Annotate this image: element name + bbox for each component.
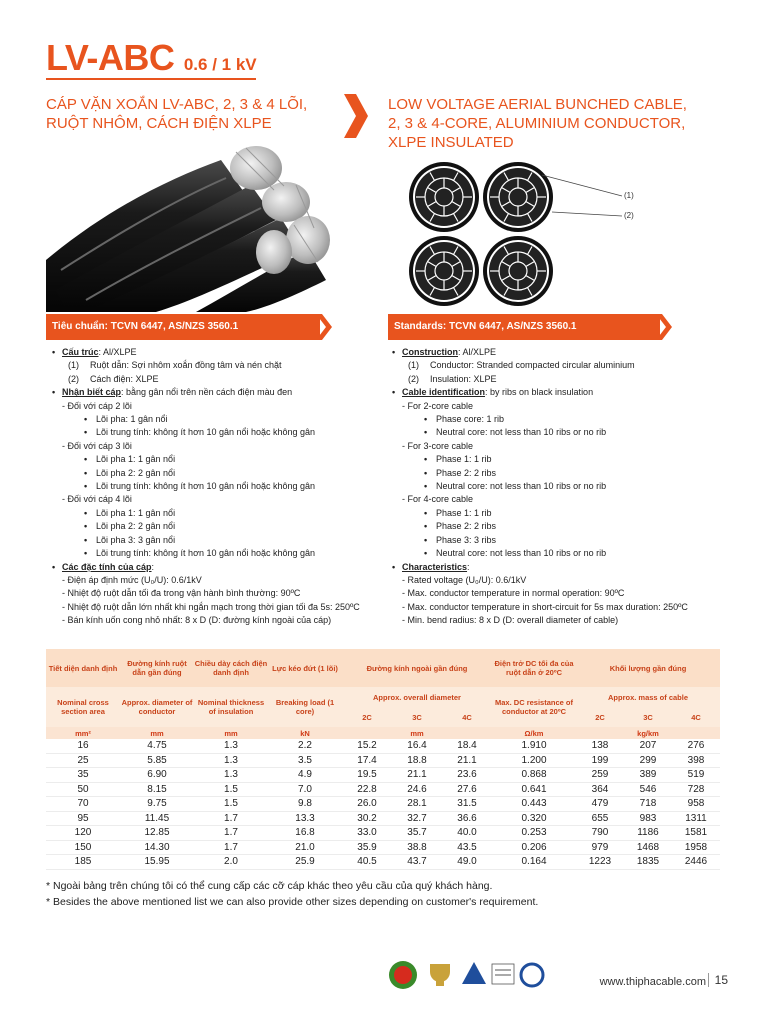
- en-c4-3: Phase 3: 3 ribs: [436, 534, 497, 545]
- th-ms-en: Approx. mass of cable: [576, 687, 720, 707]
- table-cell: 35: [46, 768, 120, 783]
- table-cell: 276: [672, 739, 720, 753]
- en-standard-text: Standards: TCVN 6447, AS/NZS 3560.1: [394, 321, 577, 332]
- th-sub: 2C: [576, 707, 624, 727]
- vn-c3-2: Lõi pha 2: 2 gân nổi: [96, 467, 176, 478]
- vn-c4-3: Lõi pha 3: 3 gân nổi: [96, 534, 176, 545]
- table-cell: 958: [672, 797, 720, 812]
- table-cell: 120: [46, 826, 120, 841]
- th-cs-en: Nominal cross section area: [46, 687, 120, 727]
- en-c2: For 2-core cable: [407, 400, 474, 411]
- table-cell: 1223: [576, 855, 624, 870]
- table-cell: 0.443: [492, 797, 576, 812]
- iso-badge-icon: [462, 962, 486, 984]
- table-cell: 979: [576, 840, 624, 855]
- table-cell: 26.0: [342, 797, 392, 812]
- title-main: LV-ABC: [46, 37, 175, 78]
- en-s2: Insulation: XLPE: [430, 373, 497, 384]
- table-cell: 11.45: [120, 811, 194, 826]
- table-cell: 21.0: [268, 840, 342, 855]
- table-cell: 138: [576, 739, 624, 753]
- table-cell: 35.7: [392, 826, 442, 841]
- chevron-right-icon: [316, 314, 334, 340]
- table-cell: 398: [672, 753, 720, 768]
- th-it-en: Nominal thickness of insulation: [194, 687, 268, 727]
- vn-c2-1: Lõi pha: 1 gân nổi: [96, 414, 168, 425]
- vn-char-value: :: [151, 561, 155, 572]
- table-cell: 1.7: [194, 811, 268, 826]
- vn-c2: Đối với cáp 2 lõi: [67, 400, 132, 411]
- table-cell: 299: [624, 753, 672, 768]
- en-heading-line: 2, 3 & 4-CORE, ALUMINIUM CONDUCTOR,: [388, 115, 686, 132]
- unit-cell: mm: [194, 727, 268, 739]
- en-spec-list: • Construction: Al/XLPE (1) Conductor: Stranded compacted circular aluminium (2) Insulation: XLPE • Cable identification: by ribs on black insulation - For 2-core cable • Phase core: 1 rib • Neutral core: not less than 10 ribs or no rib - For 3-core cable • Phase 1: 1 rib • Phase 2: 2 ribs • Neutral core: not less than 10 ribs or no rib - For 4-core cable • Phase 1: 1 rib • Phase 2: 2 ribs • Phase 3: 3 ribs • Neutral core: not less than 10 ribs or no rib • Characteristics: - Rated voltage (U₀/U): 0.6/1kV - Max. conductor temperature in normal operation: 90ºC - Max. conductor temperature in short-circuit for 5s max duration: 250ºC - Min. bend radius: 8 x D (D: overall diameter of cable): [392, 347, 688, 626]
- website-link[interactable]: www.thiphacable.com: [599, 976, 706, 988]
- table-cell: 655: [576, 811, 624, 826]
- quality-seal-icon: [389, 961, 417, 989]
- table-row: [46, 855, 720, 870]
- table-cell: 40.0: [442, 826, 492, 841]
- en-ch2: Max. conductor temperature in normal operation: 90ºC: [407, 588, 625, 599]
- table-cell: 185: [46, 855, 120, 870]
- table-cell: 43.5: [442, 840, 492, 855]
- table-cell: 36.6: [442, 811, 492, 826]
- table-cell: 16: [46, 739, 120, 753]
- table-cell: 728: [672, 782, 720, 797]
- table-row: [46, 768, 720, 783]
- table-cell: 24.6: [392, 782, 442, 797]
- table-cell: 50: [46, 782, 120, 797]
- table-cell: 1468: [624, 840, 672, 855]
- table-cell: 2446: [672, 855, 720, 870]
- vn-c4-4: Lõi trung tính: không ít hơn 10 gân nổi hoặc không gân: [96, 548, 316, 559]
- table-cell: 389: [624, 768, 672, 783]
- en-heading-line: LOW VOLTAGE AERIAL BUNCHED CABLE,: [388, 96, 687, 113]
- table-row: [46, 753, 720, 768]
- en-ch1: Rated voltage (U₀/U): 0.6/1kV: [407, 574, 527, 585]
- vn-ch3: Nhiệt độ ruột dẫn lớn nhất khi ngắn mạch trong thời gian tối đa 5s: 250ºC: [67, 601, 360, 612]
- table-cell: 12.85: [120, 826, 194, 841]
- title-voltage: 0.6 / 1 kV: [183, 55, 257, 74]
- table-cell: 546: [624, 782, 672, 797]
- table-cell: 30.2: [342, 811, 392, 826]
- vn-c4-2: Lõi pha 2: 2 gân nổi: [96, 521, 176, 532]
- table-cell: 21.1: [442, 753, 492, 768]
- table-cell: 1.5: [194, 782, 268, 797]
- table-cell: 19.5: [342, 768, 392, 783]
- table-cell: 0.253: [492, 826, 576, 841]
- table-cell: 1581: [672, 826, 720, 841]
- en-c3: For 3-core cable: [407, 440, 474, 451]
- title-underline: [46, 78, 256, 80]
- table-cell: 13.3: [268, 811, 342, 826]
- table-cell: 150: [46, 840, 120, 855]
- table-cell: 790: [576, 826, 624, 841]
- th-dc-vn: Điện trở DC tối đa của ruột dẫn ở 20ºC: [492, 649, 576, 687]
- unit-cell: Ω/km: [492, 727, 576, 739]
- table-cell: 22.8: [342, 782, 392, 797]
- th-bl-en: Breaking load (1 core): [268, 687, 342, 727]
- table-cell: 0.641: [492, 782, 576, 797]
- table-cell: 95: [46, 811, 120, 826]
- table-cell: 0.868: [492, 768, 576, 783]
- table-cell: 2.0: [194, 855, 268, 870]
- en-char-value: :: [467, 561, 470, 572]
- table-cell: 18.4: [442, 739, 492, 753]
- vn-ident-value: : bằng gân nổi trên nền cách điện màu đen: [121, 387, 293, 398]
- table-cell: 28.1: [392, 797, 442, 812]
- en-c2-2: Neutral core: not less than 10 ribs or no rib: [436, 427, 607, 438]
- table-cell: 364: [576, 782, 624, 797]
- table-cell: 32.7: [392, 811, 442, 826]
- vn-ch2: Nhiệt độ ruột dẫn tối đa trong vận hành bình thường: 90ºC: [67, 588, 301, 599]
- th-sub: 4C: [672, 707, 720, 727]
- table-cell: 2.2: [268, 739, 342, 753]
- vn-ch4: Bán kính uốn cong nhỏ nhất: 8 x D (D: đường kính ngoài của cáp): [67, 615, 332, 626]
- table-cell: 0.320: [492, 811, 576, 826]
- quacert-icon: [521, 964, 543, 986]
- table-cell: 1958: [672, 840, 720, 855]
- cable-photo: [46, 140, 342, 312]
- vn-standard-text: Tiêu chuẩn: TCVN 6447, AS/NZS 3560.1: [52, 321, 239, 332]
- unit-cell: mm: [342, 727, 492, 739]
- table-cell: 33.0: [342, 826, 392, 841]
- table-cell: 1.3: [194, 753, 268, 768]
- en-heading-line: XLPE INSULATED: [388, 134, 514, 151]
- table-cell: 23.6: [442, 768, 492, 783]
- en-c4: For 4-core cable: [407, 494, 474, 505]
- table-cell: 1311: [672, 811, 720, 826]
- th-sub: 3C: [392, 707, 442, 727]
- table-cell: 8.15: [120, 782, 194, 797]
- vn-char-label: Các đặc tính của cáp: [62, 561, 152, 572]
- vn-standard-bar: [46, 314, 320, 340]
- table-cell: 18.8: [392, 753, 442, 768]
- table-cell: 9.8: [268, 797, 342, 812]
- table-cell: 16.8: [268, 826, 342, 841]
- table-cell: 1186: [624, 826, 672, 841]
- th-cd-en: Approx. diameter of conductor: [120, 687, 194, 727]
- table-cell: 38.8: [392, 840, 442, 855]
- th-it-vn: Chiều dày cách điện danh định: [194, 649, 268, 687]
- table-cell: 519: [672, 768, 720, 783]
- table-cell: 718: [624, 797, 672, 812]
- chevron-right-icon: [656, 314, 674, 340]
- th-sub: 3C: [624, 707, 672, 727]
- page-number: 15: [708, 973, 728, 987]
- table-cell: 207: [624, 739, 672, 753]
- th-sub: 4C: [442, 707, 492, 727]
- table-cell: 479: [576, 797, 624, 812]
- table-cell: 983: [624, 811, 672, 826]
- table-cell: 21.1: [392, 768, 442, 783]
- vn-s2: Cách điện: XLPE: [90, 373, 159, 384]
- table-cell: 27.6: [442, 782, 492, 797]
- table-cell: 0.164: [492, 855, 576, 870]
- table-cell: 3.5: [268, 753, 342, 768]
- note-vn: * Ngoài bảng trên chúng tôi có thể cung cấp các cỡ cáp khác theo yêu cầu của quý khách hàng.: [46, 880, 493, 892]
- en-c3-2: Phase 2: 2 ribs: [436, 467, 497, 478]
- th-dc-en: Max. DC resistance of conductor at 20ºC: [492, 687, 576, 727]
- vn-c3-3: Lõi trung tính: không ít hơn 10 gân nổi hoặc không gân: [96, 481, 316, 492]
- unit-cell: kg/km: [576, 727, 720, 739]
- table-cell: 1.7: [194, 826, 268, 841]
- en-structure-label: Construction: [402, 347, 458, 357]
- unit-cell: mm: [120, 727, 194, 739]
- en-s1-num: (1): [408, 360, 419, 371]
- notes: [46, 878, 538, 910]
- table-cell: 4.75: [120, 739, 194, 753]
- en-standard-bar: [388, 314, 660, 340]
- table-cell: 35.9: [342, 840, 392, 855]
- th-ms-vn: Khối lượng gần đúng: [576, 649, 720, 687]
- table-row: [46, 811, 720, 826]
- vn-heading-line: CÁP VẶN XOẮN LV-ABC, 2, 3 & 4 LÕI,: [46, 96, 308, 113]
- en-heading: [388, 95, 687, 152]
- table-cell: 15.95: [120, 855, 194, 870]
- table-cell: 25: [46, 753, 120, 768]
- vn-spec-list: • Cấu trúc: Al/XLPE (1) Ruột dẫn: Sợi nhôm xoắn đồng tâm và nén chặt (2) Cách điện: XLPE • Nhận biết cáp: bằng gân nổi trên nền cách điện màu đen - Đối với cáp 2 lõi • Lõi pha: 1 gân nổi • Lõi trung tính: không ít hơn 10 gân nổi hoặc không gân - Đối với cáp 3 lõi • Lõi pha 1: 1 gân nổi • Lõi pha 2: 2 gân nổi • Lõi trung tính: không ít hơn 10 gân nổi hoặc không gân - Đối với cáp 4 lõi • Lõi pha 1: 1 gân nổi • Lõi pha 2: 2 gân nổi • Lõi pha 3: 3 gân nổi • Lõi trung tính: không ít hơn 10 gân nổi hoặc không gân • Các đặc tính của cáp: - Điện áp định mức (U₀/U): 0.6/1kV - Nhiệt độ ruột dẫn tối đa trong vận hành bình thường: 90ºC - Nhiệt độ ruột dẫn lớn nhất khi ngắn mạch trong thời gian tối đa 5s: 250ºC - Bán kính uốn cong nhỏ nhất: 8 x D (D: đường kính ngoài của cáp): [52, 347, 360, 626]
- cross-section-diagram: [402, 160, 672, 310]
- table-cell: 1.3: [194, 768, 268, 783]
- table-cell: 1.5: [194, 797, 268, 812]
- vn-structure-value: : Al/XLPE: [98, 347, 137, 357]
- table-cell: 31.5: [442, 797, 492, 812]
- table-cell: 49.0: [442, 855, 492, 870]
- th-od-vn: Đường kính ngoài gần đúng: [342, 649, 492, 687]
- vn-ch1: Điện áp định mức (U₀/U): 0.6/1kV: [67, 574, 202, 585]
- en-structure-value: : Al/XLPE: [458, 347, 497, 357]
- table-cell: 0.206: [492, 840, 576, 855]
- table-cell: 5.85: [120, 753, 194, 768]
- unit-cell: mm²: [46, 727, 120, 739]
- en-ch4: Min. bend radius: 8 x D (D: overall diameter of cable): [407, 615, 619, 626]
- table-cell: 259: [576, 768, 624, 783]
- table-row: [46, 739, 720, 753]
- registration-mark-icon: [492, 964, 514, 984]
- th-cs-vn: Tiết diện danh định: [46, 649, 120, 687]
- vn-c3-1: Lõi pha 1: 1 gân nổi: [96, 454, 176, 465]
- en-c4-2: Phase 2: 2 ribs: [436, 521, 497, 532]
- table-cell: 9.75: [120, 797, 194, 812]
- en-c3-1: Phase 1: 1 rib: [436, 454, 492, 465]
- en-s2-num: (2): [408, 373, 419, 384]
- table-cell: 16.4: [392, 739, 442, 753]
- table-row: [46, 797, 720, 812]
- vn-c2-2: Lõi trung tính: không ít hơn 10 gân nổi hoặc không gân: [96, 427, 316, 438]
- note-en: * Besides the above mentioned list we can also provide other sizes depending on customer's requirement.: [46, 896, 539, 908]
- vn-c3: Đối với cáp 3 lõi: [67, 440, 132, 451]
- table-cell: 70: [46, 797, 120, 812]
- vn-s1-num: (1): [68, 360, 79, 371]
- table-row: [46, 840, 720, 855]
- chevron-right-icon: [340, 94, 370, 138]
- en-c2-1: Phase core: 1 rib: [436, 414, 505, 425]
- spec-table: [46, 649, 720, 870]
- table-cell: 7.0: [268, 782, 342, 797]
- vn-c4-1: Lõi pha 1: 1 gân nổi: [96, 507, 176, 518]
- table-cell: 17.4: [342, 753, 392, 768]
- unit-cell: kN: [268, 727, 342, 739]
- table-cell: 14.30: [120, 840, 194, 855]
- table-cell: 15.2: [342, 739, 392, 753]
- table-row: [46, 782, 720, 797]
- th-bl-vn: Lực kéo đứt (1 lõi): [268, 649, 342, 687]
- award-trophy-icon: [430, 964, 450, 986]
- table-cell: 1.3: [194, 739, 268, 753]
- en-c3-3: Neutral core: not less than 10 ribs or no rib: [436, 481, 607, 492]
- table-cell: 1.910: [492, 739, 576, 753]
- vn-structure-label: Cấu trúc: [62, 347, 99, 357]
- table-cell: 199: [576, 753, 624, 768]
- table-cell: 25.9: [268, 855, 342, 870]
- th-sub: 2C: [342, 707, 392, 727]
- en-ident-value: : by ribs on black insulation: [485, 387, 594, 398]
- vn-heading-line: RUỘT NHÔM, CÁCH ĐIỆN XLPE: [46, 115, 272, 132]
- en-ch3: Max. conductor temperature in short-circuit for 5s max duration: 250ºC: [407, 601, 688, 612]
- table-cell: 40.5: [342, 855, 392, 870]
- en-c4-4: Neutral core: not less than 10 ribs or no rib: [436, 548, 607, 559]
- table-cell: 4.9: [268, 768, 342, 783]
- en-c4-1: Phase 1: 1 rib: [436, 507, 492, 518]
- table-row: [46, 826, 720, 841]
- diagram-label-conductor: (1): [624, 191, 634, 200]
- vn-ident-label: Nhận biết cáp: [62, 387, 122, 398]
- table-cell: 6.90: [120, 768, 194, 783]
- certification-logos: [386, 958, 546, 992]
- table-cell: 43.7: [392, 855, 442, 870]
- vn-c4: Đối với cáp 4 lõi: [67, 494, 132, 505]
- table-cell: 1.200: [492, 753, 576, 768]
- diagram-label-insulation: (2): [624, 211, 634, 220]
- table-body: [46, 739, 720, 869]
- table-cell: 1835: [624, 855, 672, 870]
- th-cd-vn: Đường kính ruột dẫn gần đúng: [120, 649, 194, 687]
- en-ident-label: Cable identification: [402, 387, 486, 398]
- vn-heading: [46, 95, 307, 133]
- vn-s1: Ruột dẫn: Sợi nhôm xoắn đồng tâm và nén chặt: [90, 360, 282, 371]
- th-od-en: Approx. overall diameter: [342, 687, 492, 707]
- table-cell: 1.7: [194, 840, 268, 855]
- vn-s2-num: (2): [68, 373, 79, 384]
- en-char-label: Characteristics: [402, 561, 468, 572]
- en-s1: Conductor: Stranded compacted circular aluminium: [430, 360, 635, 371]
